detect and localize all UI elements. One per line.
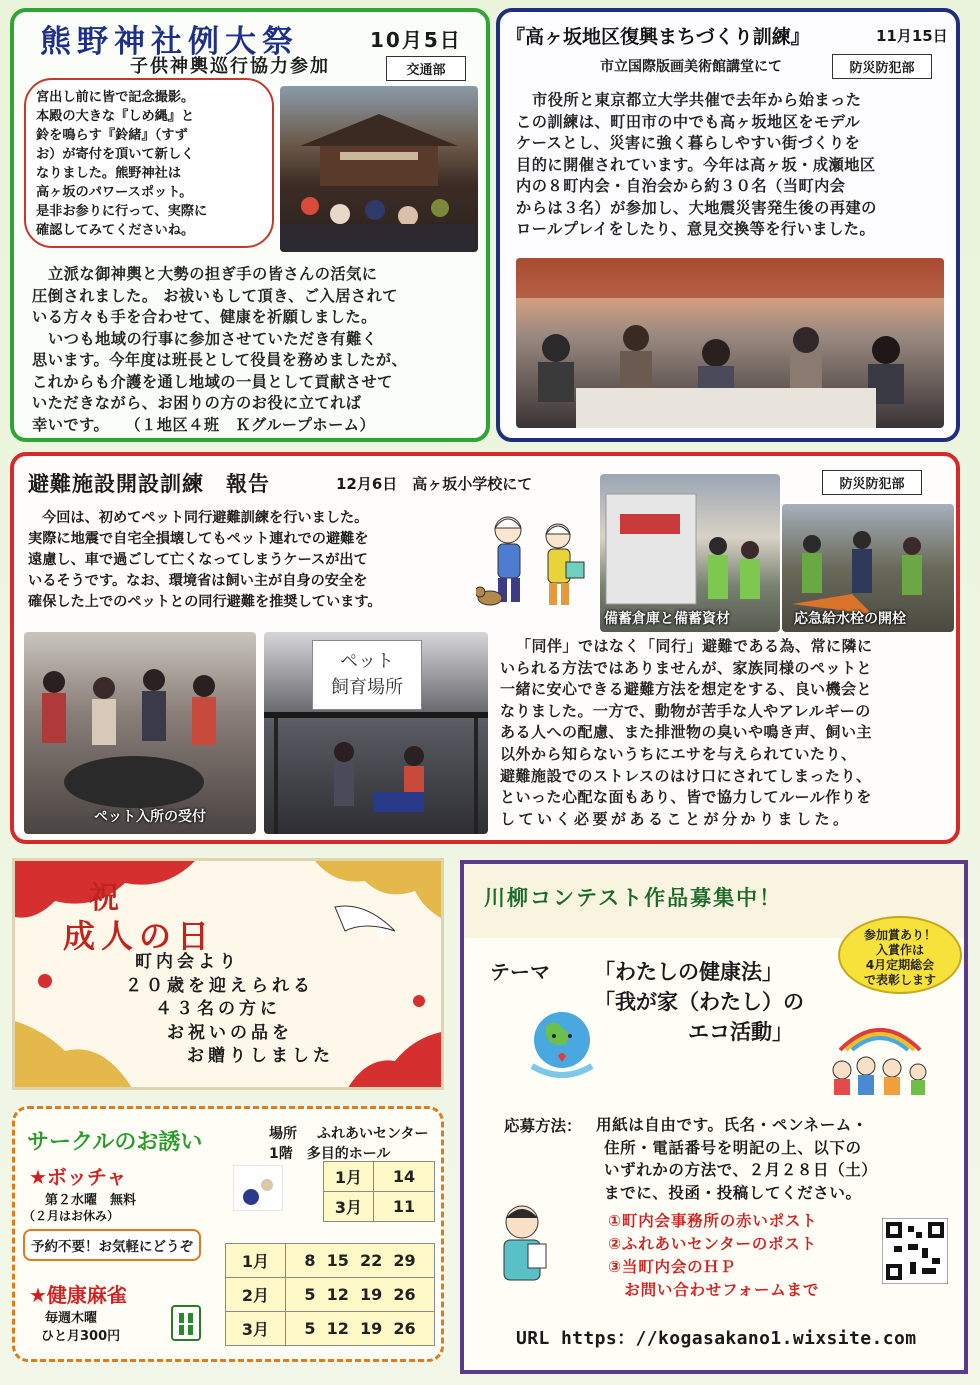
body-line: していく必要があることが分かりました。 <box>500 809 852 828</box>
bubble-line: お）が寄付を頂いて新しく <box>36 147 195 162</box>
bubble-line: 是非お参りに行って、実際に <box>36 204 208 219</box>
evacuation-body <box>500 636 952 830</box>
mahjong-schedule: 毎週木曜 <box>45 1311 98 1326</box>
table-cell: 5 12 19 26 <box>286 1312 435 1346</box>
training-venue: 市立国際版画美術館講堂にて <box>600 59 782 75</box>
circle-place-label: 場所 <box>269 1126 297 1142</box>
festival-tag: 交通部 <box>386 56 466 81</box>
circle-title: サークルのお誘い <box>27 1130 203 1155</box>
body-line: いただきながら、お困りの方のお役に立てれば <box>32 394 362 412</box>
boccia-name: ★ボッチャ <box>29 1165 127 1189</box>
table-cell: 11 <box>374 1192 435 1222</box>
method-line: ②ふれあいセンターのポスト <box>608 1235 817 1253</box>
table-cell: 1月 <box>324 1162 374 1192</box>
apply-line: いずれかの方法で、２月２８日（土） <box>604 1161 878 1179</box>
workshop-illustration <box>516 258 944 428</box>
body-line: これからも介護を通し地域の一員として貢献させて <box>32 372 393 391</box>
festival-panel <box>10 8 490 442</box>
boccia-note: （２月はお休み） <box>23 1209 120 1223</box>
mahjong-tile-icon <box>171 1305 201 1341</box>
coming-of-age-title: 成人の日 <box>63 917 216 955</box>
mahjong-table <box>225 1243 435 1346</box>
festival-bubble <box>24 78 274 248</box>
storage-photo <box>600 474 780 632</box>
mahjong-name: ★健康麻雀 <box>29 1283 127 1307</box>
coming-of-age-lines <box>111 951 411 1069</box>
bubble-line: 高ヶ坂のパワースポット。 <box>36 185 193 200</box>
body-line: 圧倒されました。 お祓いもして頂き、ご入居されて <box>32 286 398 305</box>
circle-notice: 予約不要！お気軽にどうぞ <box>23 1229 201 1261</box>
theme-2: 「我が家（わたし）の <box>594 990 804 1014</box>
intro-line: 今回は、初めてペット同行避難訓練を行いました。 <box>42 510 369 526</box>
body-line: 「同伴」ではなく「同行」避難である為、常に隣に <box>516 637 873 655</box>
tent-illustration <box>264 632 488 834</box>
training-body <box>516 90 956 241</box>
table-cell: 5 12 19 26 <box>286 1278 435 1312</box>
water-photo <box>782 504 954 632</box>
reception-photo <box>24 632 256 834</box>
training-tag: 防災防犯部 <box>832 54 932 79</box>
evacuation-panel <box>10 452 960 844</box>
body-line: ロールプレイをしたり、意見交換等を行いました。 <box>516 220 876 238</box>
body-line: 避難施設でのストレスのはけ口にされてしまったり、 <box>500 766 872 785</box>
circle-panel <box>12 1106 444 1362</box>
boccia-ball-icon <box>233 1165 283 1211</box>
bubble-line: なりました。熊野神社は <box>36 166 182 181</box>
intro-line: 遠慮し、車で過ごして亡くなってしまうケースが出て <box>28 552 368 568</box>
table-row <box>226 1278 435 1312</box>
body-line: いる方々も手を合わせて、健康を祈願しました。 <box>32 308 377 326</box>
family-rainbow-icon <box>820 1010 940 1096</box>
apply-line: 用紙は自由です。氏名・ペンネーム・ <box>596 1116 868 1134</box>
table-cell: 1月 <box>226 1244 286 1278</box>
shrine-illustration <box>280 86 478 252</box>
badge-line: 参加賞あり！ <box>863 928 936 942</box>
body-line: からは３名）が参加し、大地震災害発生後の再建の <box>516 198 877 217</box>
body-line: ある人への配慮、また排泄物の臭いや鳴き声、飼い主 <box>500 723 873 742</box>
earth-icon <box>520 1004 604 1084</box>
table-cell: 3月 <box>324 1192 374 1222</box>
training-title: 『高ヶ坂地区復興まちづくり訓練』 <box>506 26 810 48</box>
method-line: ①町内会事務所の赤いポスト <box>608 1212 818 1230</box>
circle-place: ふれあいセンター <box>317 1126 429 1142</box>
apply-line: までに、投函・投稿してください。 <box>604 1183 862 1202</box>
apply-line: 住所・電話番号を明記の上、以下の <box>604 1138 862 1157</box>
intro-line: 確保した上でのペットとの同行避難を推奨しています。 <box>28 594 382 610</box>
reception-caption: ペット入所の受付 <box>94 809 206 825</box>
evacuation-tag: 防災防犯部 <box>822 470 922 495</box>
reception-illustration <box>24 632 256 834</box>
water-caption: 応急給水栓の開栓 <box>794 611 906 627</box>
bubble-line: 本殿の大きな『しめ縄』と <box>36 109 195 124</box>
bubble-line: 確認してみてくださいね。 <box>36 223 195 238</box>
message-line: お祝いの品を <box>167 1022 293 1043</box>
body-line: 幸いです。 （１地区４班 Ｋグループホーム） <box>32 415 376 434</box>
table-cell: 8 15 22 29 <box>286 1244 435 1278</box>
table-row <box>226 1244 435 1278</box>
pet-area-photo <box>264 632 488 834</box>
table-cell: 14 <box>374 1162 435 1192</box>
festival-date: 10月5日 <box>370 28 462 52</box>
method-line: ③当町内会のＨＰ <box>608 1258 737 1276</box>
intro-line: いるそうです。なお、環境省は飼い主が自身の安全を <box>28 573 368 589</box>
message-line: ２０歳を迎えられる <box>125 975 314 996</box>
body-line: なりました。一方で、動物が苦手な人やアレルギーの <box>500 701 871 720</box>
festival-subtitle: 子供神輿巡行協力参加 <box>130 56 330 77</box>
body-line: ケースとし、災害に強く暮らしやすい街づくりを <box>516 134 861 152</box>
body-line: 内の８町内会・自治会から約３０名（当町内会 <box>516 177 846 195</box>
bubble-line: 宮出し前に皆で記念撮影。 <box>36 90 195 105</box>
body-line: 以外から知らないうちにエサを与えられていたり、 <box>500 744 857 763</box>
body-line: いられる方法ではありませんが、家族同様のペットと <box>500 658 873 677</box>
body-line: 目的に開催されています。今年は高ヶ坂・成瀬地区 <box>516 155 876 174</box>
boccia-table <box>323 1161 435 1222</box>
training-date: 11月15日 <box>876 27 948 45</box>
apply-text <box>596 1114 966 1204</box>
badge-line: 4月定期総会 <box>865 958 935 972</box>
table-cell: 3月 <box>226 1312 286 1346</box>
theme-label: テーマ <box>490 960 550 984</box>
person-icon <box>490 1200 556 1290</box>
evacuation-date-venue: 12月6日 高ヶ坂小学校にて <box>336 475 533 493</box>
theme-1: 「わたしの健康法」 <box>594 960 783 984</box>
evacuation-title: 避難施設開設訓練 報告 <box>28 472 270 496</box>
evacuation-intro <box>28 508 478 613</box>
method-line: お問い合わせフォームまで <box>608 1281 820 1299</box>
mahjong-fee: ひと月300円 <box>41 1329 121 1344</box>
intro-line: 実際に地震で自宅全損壊してもペット連れでの避難を <box>28 531 369 547</box>
senryu-title: 川柳コンテスト作品募集中！ <box>484 886 783 910</box>
boccia-schedule: 第２水曜 無料 <box>45 1193 137 1208</box>
body-line: この訓練は、町田市の中でも高ヶ坂地区をモデル <box>516 112 861 131</box>
message-line: 町内会より <box>135 952 240 972</box>
contact-url[interactable]: URL https：//kogasakano1.wixsite.com <box>516 1328 917 1349</box>
body-line: いつも地域の行事に参加させていただき有難く <box>48 329 378 348</box>
body-line: といった心配な面もあり、皆で協力してルール作りを <box>500 788 872 807</box>
body-line: 一緒に安心できる避難方法を想定をする、良い機会と <box>500 680 873 699</box>
senryu-panel <box>460 860 968 1374</box>
message-line: お贈りしました <box>187 1046 334 1066</box>
senryu-badge <box>838 916 962 994</box>
table-cell: 2月 <box>226 1278 286 1312</box>
table-row <box>324 1192 435 1222</box>
table-row <box>226 1312 435 1346</box>
theme-3: エコ活動」 <box>688 1020 793 1044</box>
badge-line: で表彰します <box>863 973 936 987</box>
festival-body <box>32 264 482 436</box>
methods-list <box>608 1210 908 1302</box>
bubble-line: 鈴を鳴らす『鈴緒』（すず <box>36 128 188 143</box>
body-line: 市役所と東京都立大学共催で去年から始まった <box>532 91 862 109</box>
pet-area-sign: ペット 飼育場所 <box>312 640 422 710</box>
festival-title: 熊野神社例大祭 <box>40 24 299 60</box>
storage-caption: 備蓄倉庫と備蓄資材 <box>604 611 730 627</box>
apply-label: 応募方法： <box>504 1117 582 1135</box>
workshop-photo <box>516 258 944 428</box>
qr-code-icon[interactable] <box>882 1218 948 1284</box>
training-panel <box>496 8 960 442</box>
table-row <box>324 1162 435 1192</box>
pet-evacuation-illustration <box>476 506 594 616</box>
circle-place-floor: 1階 多目的ホール <box>269 1146 391 1162</box>
body-line: 立派な御神輿と大勢の担ぎ手の皆さんの活気に <box>48 265 378 283</box>
badge-line: 入賞作は <box>875 943 924 957</box>
shrine-photo <box>280 86 478 252</box>
message-line: ４３名の方に <box>155 999 281 1019</box>
coming-of-age-panel <box>12 858 444 1090</box>
celebrate-label: 祝 <box>89 881 119 916</box>
body-line: 思います。今年度は班長として役員を務めましたが、 <box>32 351 408 369</box>
